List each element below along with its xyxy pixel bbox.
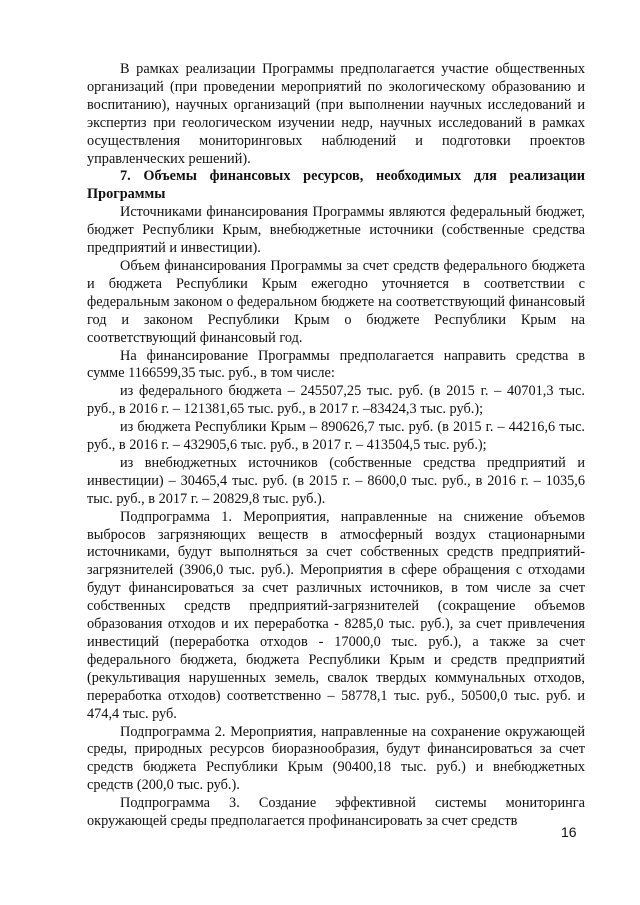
paragraph-subprogram-1: Подпрограмма 1. Мероприятия, направленные на снижение объемов выбросов загрязняющих веществ в атмосферный воздух стационарными источниками, будут выполняться за счет собственных средств предприятий-загрязнителей (3906,0 тыс. руб.). Мероприятия в сфере обращения с отходами будут финансироваться за счет различных источников, в том числе за счет собственных средств предприятий-загрязнителей (сокращение объемов образования отходов и их переработка - 8285,0 тыс. руб.), за счет привлечения инвестиций (переработка отходов - 17000,0 тыс. руб.), а также за счет федерального бюджета, бюджета Республики Крым и средств предприятий (рекультивация нарушенных земель, свалок твердых коммунальных отходов, переработка отходов) соответственно – 58778,1 тыс. руб., 50500,0 тыс. руб. и 474,4 тыс. руб. [87,508,585,722]
paragraph-total-funding: На финансирование Программы предполагается направить средства в сумме 1166599,35 тыс. руб., в том числе: [87,347,585,382]
paragraph-subprogram-3: Подпрограмма 3. Создание эффективной системы мониторинга окружающей среды предполагается профинансировать за счет средств [87,795,585,830]
document-body [87,61,585,831]
paragraph-funding-volume: Объем финансирования Программы за счет средств федерального бюджета и бюджета Республики Крым ежегодно уточняется в соответствии с федеральным законом о федеральном бюджете на соответствующий финансовый год и законом Республики Крым о бюджете Республики Крым на соответствующий финансовый год. [87,257,585,346]
paragraph-federal-budget: из федерального бюджета – 245507,25 тыс. руб. (в 2015 г. – 40701,3 тыс. руб., в 2016 г. – 121381,65 тыс. руб., в 2017 г. –83424,3 тыс. руб.); [87,383,585,418]
section-heading: 7. Объемы финансовых ресурсов, необходимых для реализации Программы [87,168,585,203]
paragraph-crimea-budget: из бюджета Республики Крым – 890626,7 тыс. руб. (в 2015 г. – 44216,6 тыс. руб., в 2016 г. – 432905,6 тыс. руб., в 2017 г. – 413504,5 тыс. руб.); [87,419,585,454]
paragraph-public-participation: В рамках реализации Программы предполагается участие общественных организаций (при проведении мероприятий по экологическому образованию и воспитанию), научных организаций (при выполнении научных исследований и экспертиз при геологическом изучении недр, научных исследований в рамках осуществления мониторинговых наблюдений и подготовки проектов управленческих решений). [87,61,585,167]
page-number: 16 [561,824,577,840]
paragraph-subprogram-2: Подпрограмма 2. Мероприятия, направленные на сохранение окружающей среды, природных ресурсов биоразнообразия, будут финансироваться за счет средств бюджета Республики Крым (90400,18 тыс. руб.) и внебюджетных средств (200,0 тыс. руб.). [87,723,585,794]
paragraph-funding-sources: Источниками финансирования Программы являются федеральный бюджет, бюджет Республики Крым, внебюджетные источники (собственные средства предприятий и инвестиции). [87,204,585,257]
paragraph-extrabudgetary: из внебюджетных источников (собственные средства предприятий и инвестиции) – 30465,4 тыс. руб. (в 2015 г. – 8600,0 тыс. руб., в 2016 г. – 1035,6 тыс. руб., в 2017 г. – 20829,8 тыс. руб.). [87,454,585,507]
